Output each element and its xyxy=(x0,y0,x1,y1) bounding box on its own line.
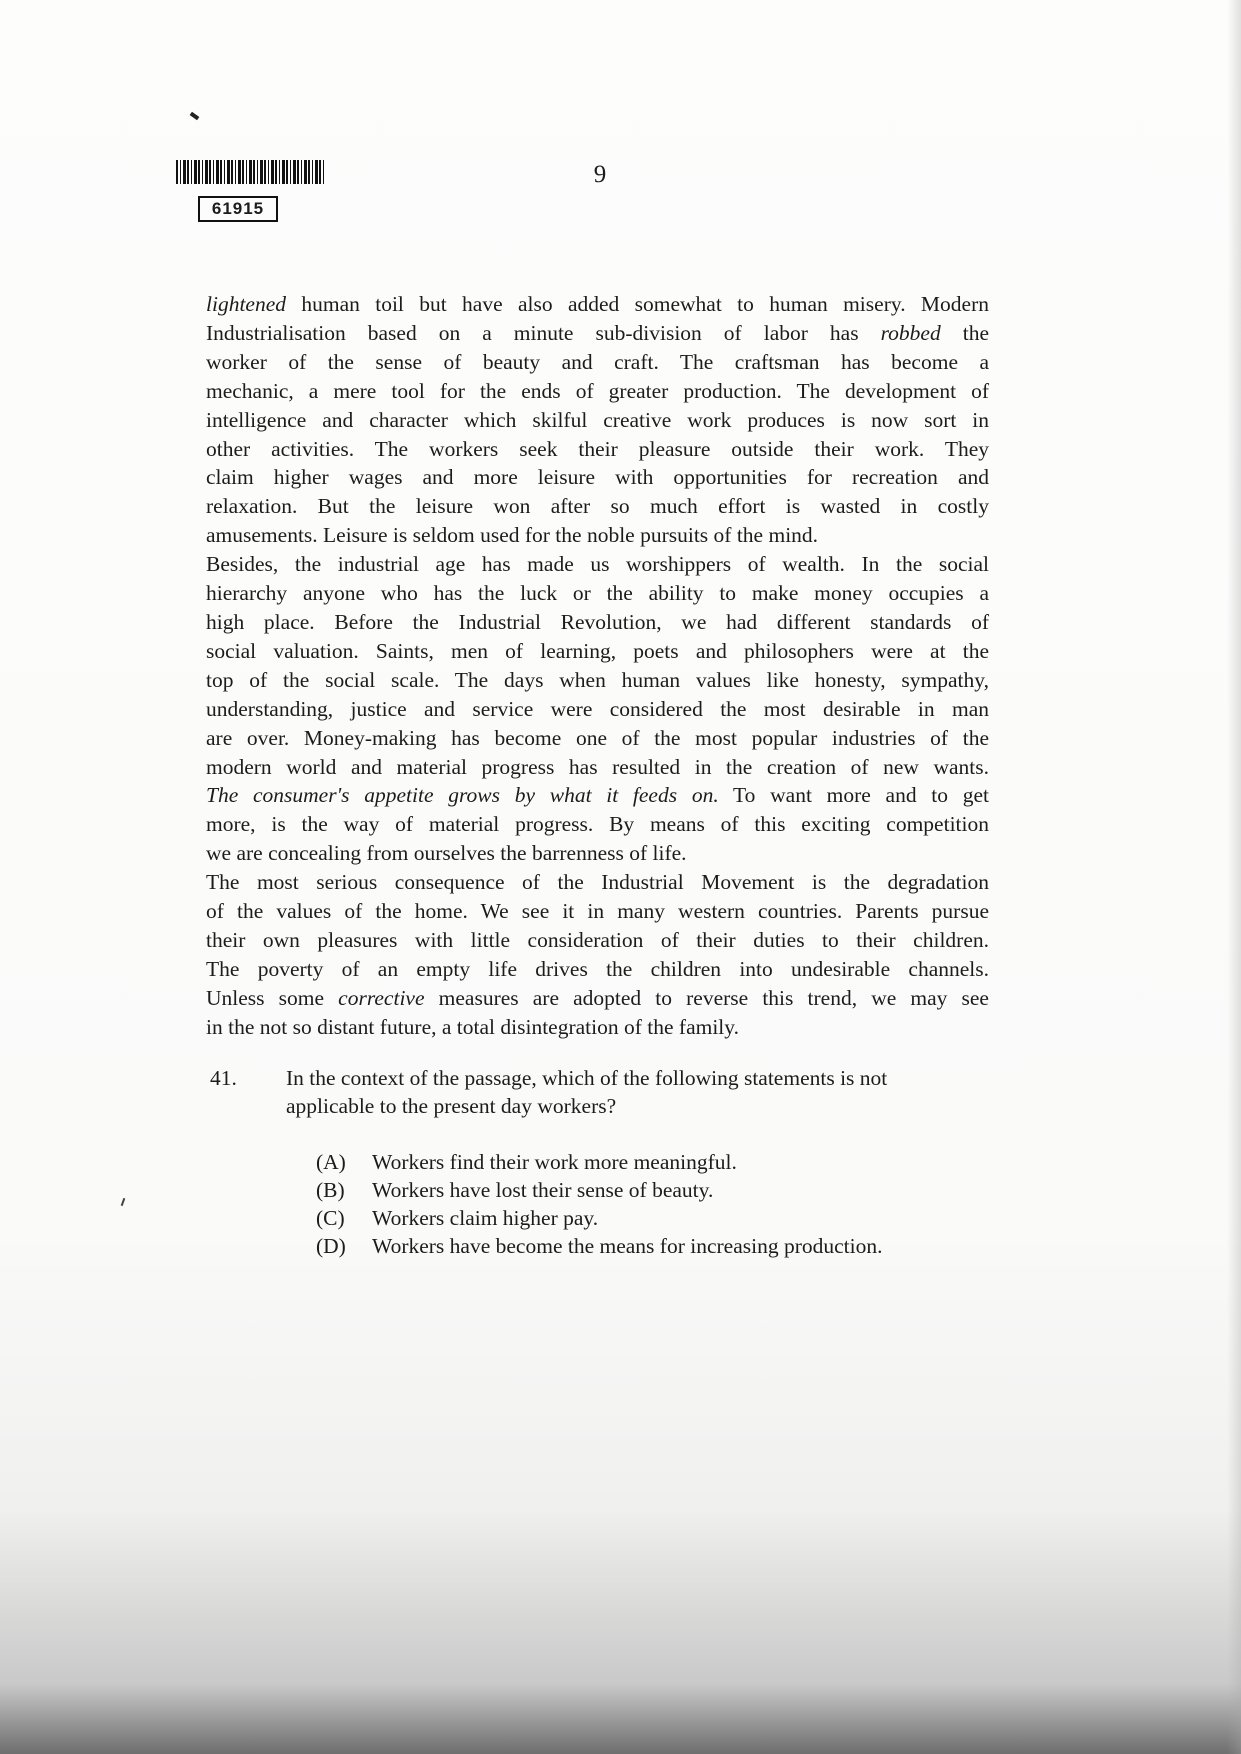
passage-line: worker of the sense of beauty and craft. The craftsman has become a xyxy=(206,349,989,374)
italic-word: corrective xyxy=(338,985,425,1010)
passage-line: hierarchy anyone who has the luck or the ability to make money occupies a xyxy=(206,581,989,606)
option-b xyxy=(316,1176,976,1204)
italic-word: robbed xyxy=(880,320,941,345)
paper-code-box: 61915 xyxy=(198,196,278,222)
passage-line: amusements. Leisure is seldom used for the noble pursuits of the mind. xyxy=(206,523,819,548)
passage-line: The poverty of an empty life drives the children into undesirable channels. xyxy=(206,956,989,981)
line-text: Industrialisation based on a minute sub-division of labor has xyxy=(206,320,881,345)
line-text: the xyxy=(940,320,989,345)
option-d xyxy=(316,1232,976,1260)
stray-mark xyxy=(121,1198,126,1206)
line-text: measures are adopted to reverse this trend, we may see xyxy=(424,985,989,1010)
passage-line: in the not so distant future, a total disintegration of the family. xyxy=(206,1014,740,1039)
passage-line: of the values of the home. We see it in many western countries. Parents pursue xyxy=(206,899,989,924)
passage-line: are over. Money-making has become one of the most popular industries of the xyxy=(206,725,989,750)
option-a xyxy=(316,1148,976,1176)
option-text: Workers have become the means for increasing production. xyxy=(372,1234,883,1258)
passage-line: mechanic, a mere tool for the ends of greater production. The development of xyxy=(206,378,989,403)
line-text: human toil but have also added somewhat to human misery. Modern xyxy=(286,292,989,316)
option-c xyxy=(316,1204,976,1232)
page-edge-shadow xyxy=(1227,0,1241,1754)
line-text: To want more and to get xyxy=(718,783,990,808)
passage-line: intelligence and character which skilful creative work produces is now sort in xyxy=(206,407,989,432)
passage-line: more, is the way of material progress. By means of this exciting competition xyxy=(206,812,989,837)
passage-line: we are concealing from ourselves the barrenness of life. xyxy=(206,841,687,866)
passage-paragraph-3 xyxy=(206,868,989,1041)
passage-paragraph-1 xyxy=(206,290,989,550)
passage-line xyxy=(206,781,989,810)
option-text: Workers have lost their sense of beauty. xyxy=(372,1178,714,1202)
option-label: (C) xyxy=(316,1206,345,1230)
question-text xyxy=(286,1064,990,1120)
passage-line: Besides, the industrial age has made us worshippers of wealth. In the social xyxy=(206,552,989,577)
barcode xyxy=(176,160,324,184)
passage-line: their own pleasures with little consideration of their duties to their children. xyxy=(206,927,989,952)
question-number: 41. xyxy=(210,1066,237,1090)
passage-line: social valuation. Saints, men of learning, poets and philosophers were at the xyxy=(206,638,989,663)
passage-line xyxy=(206,290,989,319)
option-text: Workers claim higher pay. xyxy=(372,1206,599,1230)
passage-line: modern world and material progress has resulted in the creation of new wants. xyxy=(206,754,989,779)
pen-mark xyxy=(190,112,200,120)
option-text: Workers find their work more meaningful. xyxy=(372,1150,737,1174)
passage-paragraph-2 xyxy=(206,550,989,868)
passage-line: claim higher wages and more leisure with opportunities for recreation and xyxy=(206,465,989,490)
option-label: (A) xyxy=(316,1150,346,1174)
passage-line: other activities. The workers seek their pleasure outside their work. They xyxy=(206,436,989,461)
passage-line: The most serious consequence of the Industrial Movement is the degradation xyxy=(206,870,989,895)
line-text: Unless some xyxy=(206,985,339,1010)
passage-line: top of the social scale. The days when human values like honesty, sympathy, xyxy=(206,667,989,692)
passage-line: relaxation. But the leisure won after so much effort is wasted in costly xyxy=(206,494,989,519)
page-number: 9 xyxy=(593,161,607,188)
option-label: (B) xyxy=(316,1178,345,1202)
passage-line xyxy=(206,984,989,1013)
italic-word: lightened xyxy=(206,292,287,316)
question-text-line: applicable to the present day workers? xyxy=(286,1094,617,1118)
reading-passage xyxy=(206,290,989,1042)
passage-line: high place. Before the Industrial Revolution, we had different standards of xyxy=(206,609,989,634)
question-text-line: In the context of the passage, which of the following statements is not xyxy=(286,1066,888,1090)
passage-line xyxy=(206,319,989,348)
italic-quote: The consumer's appetite grows by what it feeds on. xyxy=(206,783,719,808)
option-label: (D) xyxy=(316,1234,346,1258)
passage-line: understanding, justice and service were considered the most desirable in man xyxy=(206,696,989,721)
answer-options xyxy=(316,1148,976,1260)
